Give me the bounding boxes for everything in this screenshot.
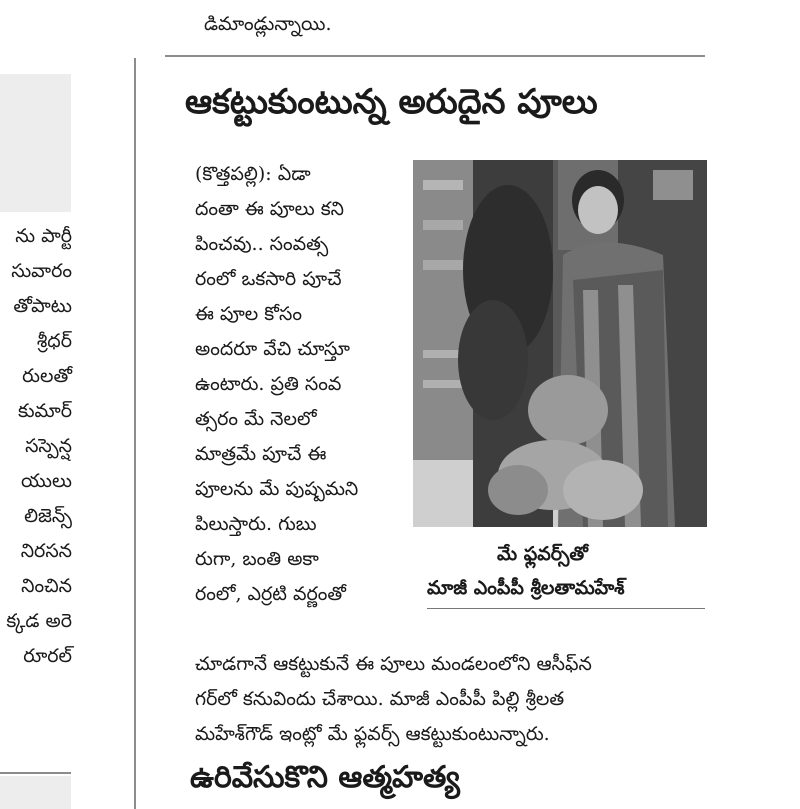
body-line: ఈ పూల కోసం (195, 303, 302, 325)
left-line: సువారం (11, 260, 72, 282)
left-line: రూరల్ (23, 645, 72, 667)
left-line: సస్పెన్ష (25, 435, 72, 457)
body-line: అందరూ వేచి చూస్తూ (195, 338, 350, 360)
left-line: నించిన (21, 575, 72, 597)
body-line: మహేశ్‌గౌడ్ ఇంట్లో మే ఫ్లవర్స్ ఆకట్టుకుంటున్నారు. (195, 723, 550, 745)
body-line: దంతా ఈ పూలు కని (195, 198, 344, 220)
article-photo (413, 160, 707, 527)
body-line: రుగా, బంతి అకా (195, 548, 319, 570)
left-line: క్కడ అరె (6, 610, 72, 632)
body-line: పూలను మే పుష్పమని (195, 478, 359, 500)
body-line: (కొత్తపల్లి): ఏడా (195, 163, 311, 185)
body-line: చూడగానే ఆకట్టుకునే ఈ పూలు మండలంలోని ఆసీఫ్‌న (195, 653, 592, 675)
left-bottom-divider (0, 772, 71, 774)
caption-underline (427, 608, 705, 609)
left-line: నిరసన (20, 540, 72, 562)
next-article-headline: ఉరివేసుకొని ఆత్మహత్య (190, 760, 460, 795)
left-line: లిజెన్స్ (24, 505, 72, 527)
previous-article-tail: డిమాండ్లున్నాయి. (204, 13, 332, 35)
left-line: తోపాటు (13, 295, 72, 317)
body-line: త్సరం మే నెలలో (195, 408, 317, 430)
left-line: ను పార్టీ (15, 225, 72, 247)
left-ad-box (0, 74, 71, 212)
body-line: రంలో, ఎర్రటి వర్ణంతో (195, 583, 346, 605)
photo-caption-line-2: మాజీ ఎంపీపీ శ్రీలతామహేశ్ (427, 577, 625, 599)
body-line: గర్‌లో కనువిందు చేశాయి. మాజీ ఎంపీపీ పిల్లి శ్రీలత (195, 688, 565, 710)
left-bottom-box (0, 776, 71, 809)
body-line: పించవు.. సంవత్స (195, 233, 329, 255)
left-line: కుమార్ (18, 400, 72, 422)
photo-illustration (413, 160, 707, 527)
left-line: యులు (20, 470, 72, 492)
top-divider (165, 55, 705, 57)
left-line: శ్రీధర్ (36, 330, 72, 352)
body-line: రంలో ఒకసారి పూచే (195, 268, 342, 290)
article-headline: ఆకట్టుకుంటున్న అరుదైన పూలు (185, 82, 598, 122)
body-line: పిలుస్తారు. గుబు (195, 513, 317, 535)
body-line: ఉంటారు. ప్రతి సంవ (195, 373, 342, 395)
photo-caption-line-1: మే ఫ్లవర్స్‌తో (497, 543, 588, 565)
left-line: రులతో (22, 365, 72, 387)
column-divider (134, 58, 136, 809)
body-line: మాత్రమే పూచే ఈ (195, 443, 327, 465)
